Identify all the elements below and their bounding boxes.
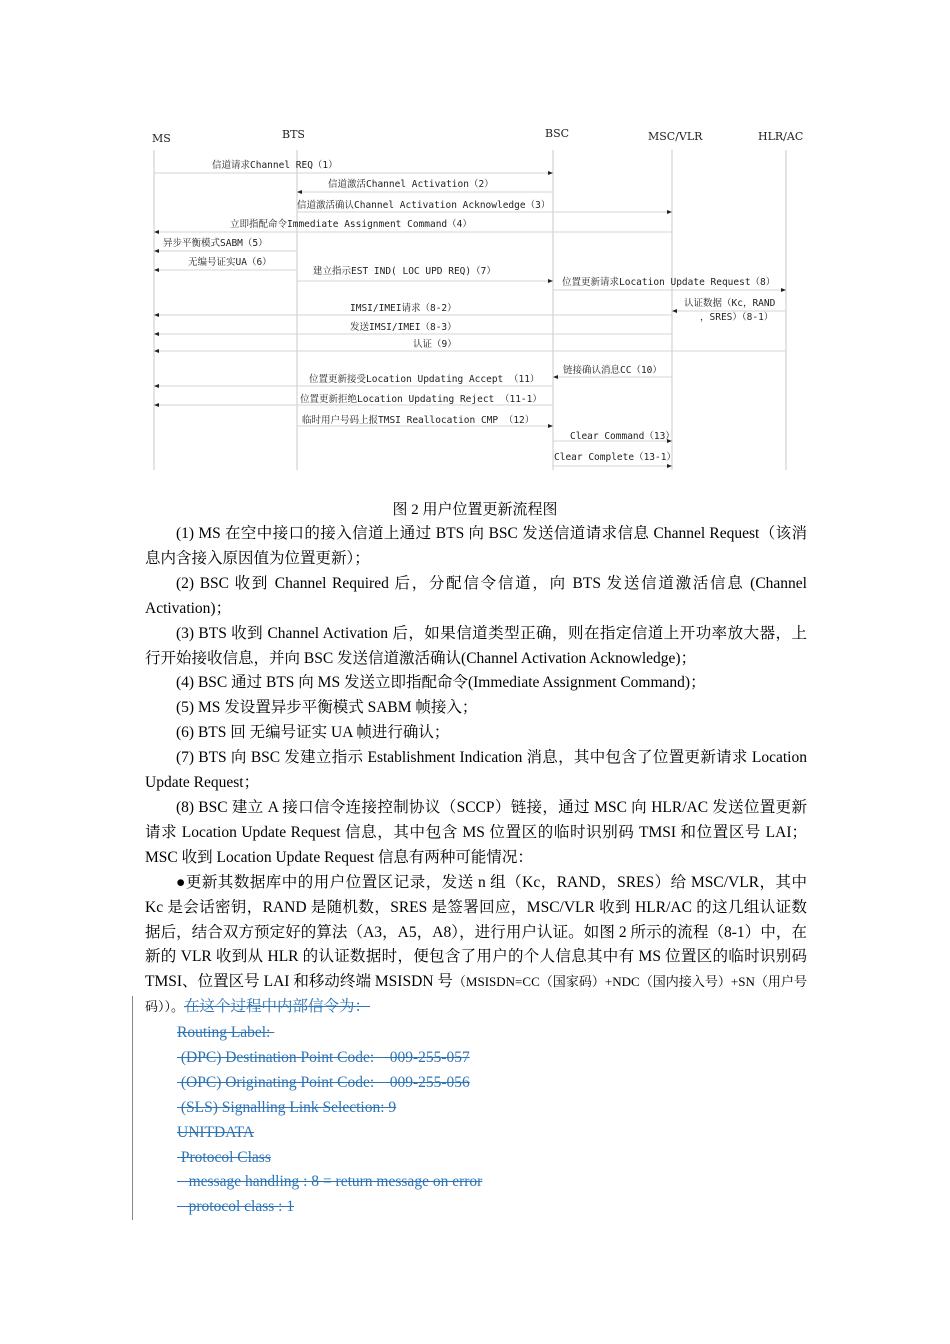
arrowhead xyxy=(667,210,672,214)
arrowhead xyxy=(297,190,302,194)
paragraph-bullet xyxy=(145,871,807,1020)
arrowhead xyxy=(667,464,672,468)
arrowhead xyxy=(548,279,553,283)
message-label: 建立指示EST IND( LOC UPD REQ)（7） xyxy=(313,266,496,277)
revision-bar xyxy=(132,996,133,1220)
arrowhead xyxy=(672,309,677,313)
msisdn-note: （MSISDN=CC（国家码）+NDC（国内接入号）+SN（用户号码））。 xyxy=(145,974,807,1015)
message-label: 临时用户号码上报TMSI Reallocation CMP （12） xyxy=(302,415,535,426)
paragraph-8: (8) BSC 建立 A 接口信令连接控制协议（SCCP）链接，通过 MSC 向 HLR/AC 发送位置更新请求 Location Update Request 信息，其中包含 MS 位置区的临时识别码 TMSI 和位置区号 LAI；MSC 收到 Location Update Request 信息有两种可能情况： xyxy=(145,798,807,866)
arrowhead xyxy=(154,384,159,388)
struck-line: protocol class : 1 xyxy=(177,1198,295,1216)
message-label: 位置更新接受Location Updating Accept （11） xyxy=(309,374,540,385)
paragraph-5: (5) MS 发设置异步平衡模式 SABM 帧接入； xyxy=(176,699,478,717)
paragraph-3: (3) BTS 收到 Channel Activation 后，如果信道类型正确，则在指定信道上开功率放大器，上行开始接收信息，并向 BSC 发送信道激活确认(Channel Activation Acknowledge)； xyxy=(145,624,807,667)
struck-line: Protocol Class xyxy=(177,1148,271,1166)
message-label: 发送IMSI/IMEI（8-3） xyxy=(350,322,457,333)
struck-line: (DPC) Destination Point Code: 009-255-057 xyxy=(177,1048,470,1066)
entity-label-bsc: BSC xyxy=(545,127,570,140)
entity-label-bts: BTS xyxy=(282,128,305,141)
paragraph-4: (4) BSC 通过 BTS 向 MS 发送立即指配命令(Immediate Assignment Command)； xyxy=(176,674,706,692)
paragraph-7: (7) BTS 向 BSC 发建立指示 Establishment Indication 消息，其中包含了位置更新请求 Location Update Request； xyxy=(145,749,807,792)
bullet-text: ●更新其数据库中的用户位置区记录，发送 n 组（Kc，RAND，SRES）给 MSC/VLR，其中 Kc 是会话密钥，RAND 是随机数，SRES 是签署回应，MSC/VLR 收到 HLR/AC 的这几组认证数据后，结合双方预定好的算法（A3，A5，A8），进行用户认证。如图 2 所示的流程（8-1）中，在新的 VLR 收到从 HLR 的认证数据时，便包含了用户的个人信息其中有 MS 位置区的临时识别码 TMSI、位置区号 LAI 和移动终端 MSISDN 号 xyxy=(145,873,807,991)
struck-line: message handling : 8 = return message on error xyxy=(177,1173,483,1191)
arrowhead xyxy=(781,288,786,292)
entity-label-ms: MS xyxy=(152,132,171,145)
message-label: 认证数据（Kc，RAND xyxy=(684,298,776,309)
message-label: Clear Complete（13-1） xyxy=(554,452,676,463)
message-label: 位置更新请求Location Update Request（8） xyxy=(562,277,776,288)
struck-signaling-block xyxy=(145,1021,807,1220)
sequence-diagram xyxy=(0,0,950,490)
paragraph-2: (2) BSC 收到 Channel Required 后，分配信令信道，向 BTS 发送信道激活信息 (Channel Activation)； xyxy=(145,574,807,617)
arrowhead xyxy=(154,403,159,407)
arrowhead xyxy=(154,313,159,317)
message-label: 异步平衡模式SABM（5） xyxy=(163,238,268,249)
arrowhead xyxy=(548,424,553,428)
entity-label-hlrac: HLR/AC xyxy=(758,130,804,143)
body-text xyxy=(145,522,807,1020)
message-label: 立即指配命令Immediate Assignment Command（4） xyxy=(230,219,472,230)
message-label: 无编号证实UA（6） xyxy=(188,257,272,268)
arrowhead xyxy=(548,171,553,175)
struck-intro: 在这个过程中内部信令为： xyxy=(184,998,371,1016)
arrowhead xyxy=(154,249,159,253)
struck-line: (OPC) Originating Point Code: 009-255-056 xyxy=(177,1073,470,1091)
message-label: ，SRES）（8-1） xyxy=(700,312,774,323)
message-label: Clear Command（13） xyxy=(570,431,675,442)
struck-line: (SLS) Signalling Link Selection: 9 xyxy=(177,1098,397,1116)
paragraph-1: (1) MS 在空中接口的接入信道上通过 BTS 向 BSC 发送信道请求信息 Channel Request（该消息内含接入原因值为位置更新）； xyxy=(145,525,807,567)
message-label: 链接确认消息CC（10） xyxy=(563,365,662,376)
figure-caption: 图 2 用户位置更新流程图 xyxy=(392,502,558,518)
message-label: 位置更新拒绝Location Updating Reject （11-1） xyxy=(300,394,542,405)
arrowhead xyxy=(154,268,159,272)
message-label: IMSI/IMEI请求（8-2） xyxy=(350,303,457,314)
struck-line: UNITDATA xyxy=(177,1123,255,1141)
arrowhead xyxy=(154,230,159,234)
arrowhead xyxy=(553,375,558,379)
arrowhead xyxy=(154,349,159,353)
struck-line: Routing Label: xyxy=(177,1024,275,1041)
message-label: 信道激活Channel Activation（2） xyxy=(328,179,494,190)
message-label: 认证（9） xyxy=(413,339,457,350)
arrowhead xyxy=(154,332,159,336)
paragraph-6: (6) BTS 回 无编号证实 UA 帧进行确认； xyxy=(176,724,450,742)
message-label: 信道激活确认Channel Activation Acknowledge（3） xyxy=(297,200,551,211)
entity-label-mscvlr: MSC/VLR xyxy=(648,130,703,143)
message-label: 信道请求Channel REQ（1） xyxy=(212,160,338,171)
